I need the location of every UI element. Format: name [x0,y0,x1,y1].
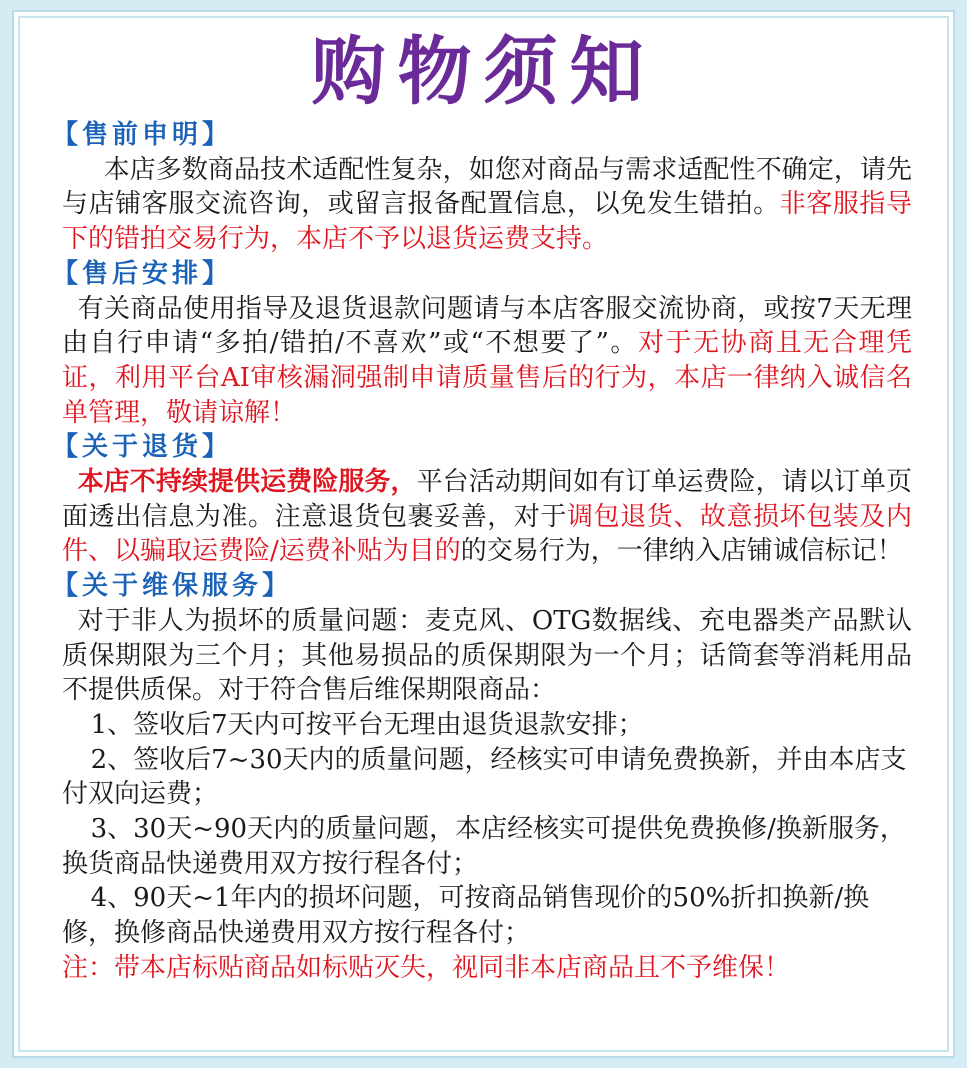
returns-text-1: 平台活动期间如有订单运费险，请以订单页面透出信息为准。注意退货包裹妥善，对于 [62,467,912,532]
warranty-item-2: 2、签收后7~30天内的质量问题，经核实可申请免费换新，并由本店支付双向运费； [62,744,907,810]
warranty-item-1: 1、签收后7天内可按平台无理由退货退款安排； [90,709,644,740]
aftersale-text: 有关商品使用指导及退货退款问题请与本店客服交流协商，或按7天无理由自行申请“多拍/错拍/不喜欢”或“不想要了”。 [62,293,912,359]
warranty-item-3: 3、30天~90天内的质量问题，本店经核实可提供免费换修/换新服务，换货商品快递费用双方按行程各付； [62,814,906,879]
presale-warning: 非客服指导下的错拍交易行为，本店不予以退货运费支持。 [62,189,912,255]
aftersale-warning: 对于无协商且无合理凭证，利用平台AI审核漏洞强制申请质量售后的行为，本店一律纳入诚信名单管理，敬请谅解！ [62,328,912,428]
warranty-item-4: 4、90天~1年内的损坏问题，可按商品销售现价的50%折扣换新/换修，换修商品快递费用双方按行程各付； [62,883,870,949]
returns-warning: 调包退货、故意损坏包装及内件、以骗取运费险/运费补贴为目的 [62,501,912,567]
presale-paragraph [62,153,912,257]
presale-text: 本店多数商品技术适配性复杂，如您对商品与需求适配性不确定，请先与店铺客服交流咨询，或留言报备配置信息，以免发生错拍。 [62,154,912,220]
section-heading-aftersale: 【售后安排】 [52,258,233,289]
section-heading-returns: 【关于退货】 [52,432,233,463]
section-heading-warranty: 【关于维保服务】 [52,571,293,602]
aftersale-paragraph [62,292,912,431]
warranty-paragraph: 对于非人为损坏的质量问题：麦克风、OTG数据线、充电器类产品默认质保期限为三个月；其他易损品的质保期限为一个月；话筒套等消耗用品不提供质保。对于符合售后维保期限商品： [62,605,912,706]
returns-text-2: 的交易行为，一律纳入店铺诚信标记！ [460,536,903,567]
notice-body [52,118,912,986]
page-title: 购物须知 [311,29,656,115]
section-heading-presale: 【售前申明】 [52,120,233,150]
returns-warning-bold: 本店不持续提供运费险服务， [77,467,417,498]
returns-paragraph [62,465,912,569]
warranty-note: 注：带本店标贴商品如标贴灭失，视同非本店商品且不予维保！ [62,952,791,983]
